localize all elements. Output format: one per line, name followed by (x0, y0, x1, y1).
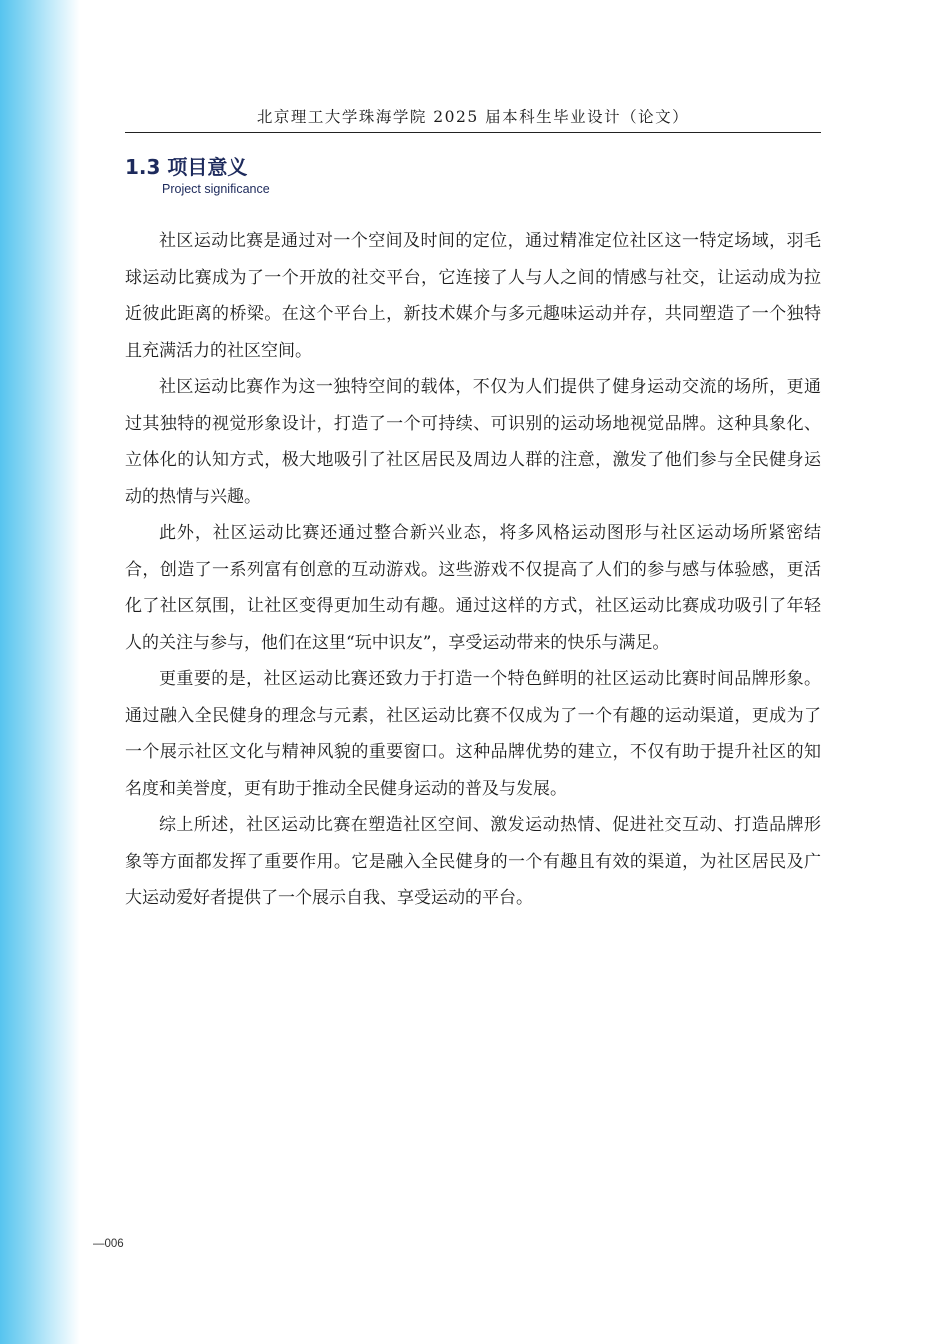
paragraph: 更重要的是，社区运动比赛还致力于打造一个特色鲜明的社区运动比赛时间品牌形象。通过融入全民健身的理念与元素，社区运动比赛不仅成为了一个有趣的运动渠道，更成为了一个展示社区文化与精神风貌的重要窗口。这种品牌优势的建立，不仅有助于提升社区的知名度和美誉度，更有助于推动全民健身运动的普及与发展。 (125, 669, 821, 799)
page-header (125, 106, 821, 133)
decorative-side-band (0, 0, 80, 1344)
paragraph: 此外，社区运动比赛还通过整合新兴业态，将多风格运动图形与社区运动场所紧密结合，创造了一系列富有创意的互动游戏。这些游戏不仅提高了人们的参与感与体验感，更活化了社区氛围，让社区变得更加生动有趣。通过这样的方式，社区运动比赛成功吸引了年轻人的关注与参与，他们在这里“玩中识友”，享受运动带来的快乐与满足。 (125, 523, 821, 653)
page-number: —006 (93, 1238, 124, 1250)
paragraph: 社区运动比赛是通过对一个空间及时间的定位，通过精准定位社区这一特定场域，羽毛球运动比赛成为了一个开放的社交平台，它连接了人与人之间的情感与社交，让运动成为拉近彼此距离的桥梁。在这个平台上，新技术媒介与多元趣味运动并存，共同塑造了一个独特且充满活力的社区空间。 (125, 231, 821, 361)
section-subtitle: Project significance (162, 182, 270, 196)
paragraph: 社区运动比赛作为这一独特空间的载体，不仅为人们提供了健身运动交流的场所，更通过其独特的视觉形象设计，打造了一个可持续、可识别的运动场地视觉品牌。这种具象化、立体化的认知方式，极大地吸引了社区居民及周边人群的注意，激发了他们参与全民健身运动的热情与兴趣。 (125, 377, 821, 507)
paragraph: 综上所述，社区运动比赛在塑造社区空间、激发运动热情、促进社交互动、打造品牌形象等方面都发挥了重要作用。它是融入全民健身的一个有趣且有效的渠道，为社区居民及广大运动爱好者提供了一个展示自我、享受运动的平台。 (125, 815, 821, 908)
section-title: 1.3 项目意义 (125, 155, 248, 179)
page-header-text: 北京理工大学珠海学院 2025 届本科生毕业设计（论文） (256, 108, 690, 126)
body-text (125, 223, 821, 917)
